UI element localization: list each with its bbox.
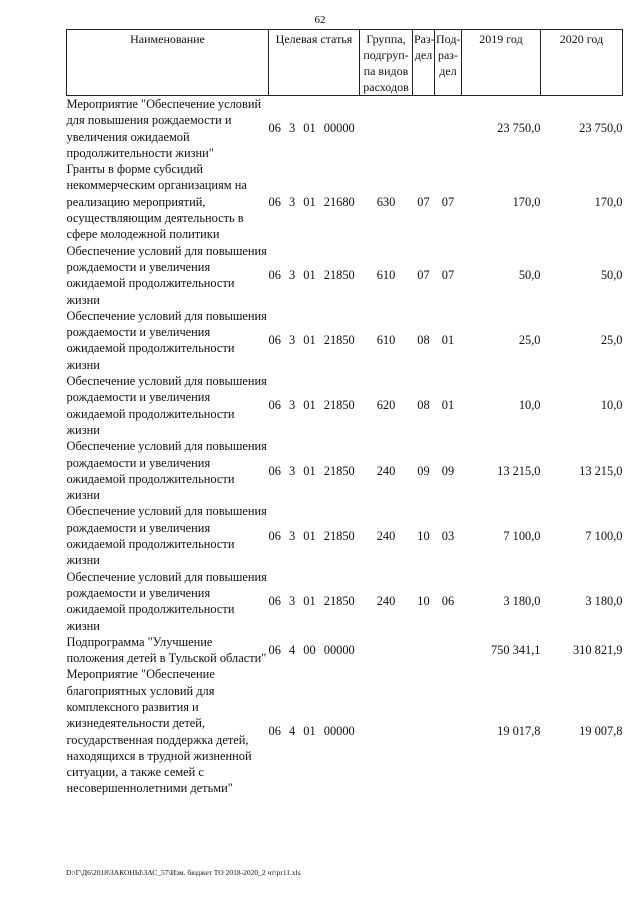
table-row xyxy=(67,666,623,796)
table-header-row xyxy=(67,30,623,96)
cell-subsection: 01 xyxy=(441,333,455,348)
cell-name: Обеспечение условий для повышения рождаемости и увеличения ожидаемой продолжительности жизни xyxy=(66,374,267,437)
cell-subsection: 09 xyxy=(441,463,455,478)
cell-target-code: 06 3 01 21850 xyxy=(268,333,355,348)
cell-2020: 10,0 xyxy=(600,398,623,413)
table-row xyxy=(67,373,623,438)
cell-group: 620 xyxy=(376,398,396,413)
cell-2020: 170,0 xyxy=(594,194,623,209)
cell-2019: 13 215,0 xyxy=(497,463,541,478)
cell-2019: 50,0 xyxy=(518,268,541,283)
cell-2020: 3 180,0 xyxy=(585,594,623,609)
cell-group: 240 xyxy=(376,463,396,478)
column-header-target: Целевая статья xyxy=(269,30,360,96)
cell-section xyxy=(413,96,435,162)
cell-group xyxy=(360,96,413,162)
table-row xyxy=(67,634,623,667)
cell-2020: 310 821,9 xyxy=(572,642,623,657)
cell-target-code: 06 3 01 21850 xyxy=(268,463,355,478)
cell-section: 08 xyxy=(417,398,430,413)
cell-2020: 7 100,0 xyxy=(585,528,623,543)
column-header-2020: 2020 год xyxy=(541,30,623,96)
cell-group: 610 xyxy=(376,268,396,283)
cell-target-code: 06 3 01 21850 xyxy=(268,594,355,609)
table-row xyxy=(67,308,623,373)
cell-subsection xyxy=(435,634,462,667)
cell-group xyxy=(360,666,413,796)
cell-section: 07 xyxy=(417,268,430,283)
cell-2019: 23 750,0 xyxy=(497,121,541,136)
cell-2019: 7 100,0 xyxy=(503,528,541,543)
cell-section xyxy=(413,666,435,796)
cell-section: 07 xyxy=(417,194,430,209)
column-header-subsection: Под-раз-дел xyxy=(435,30,462,96)
footer-file-path: D:\Г\Д6\2018\ЗАКОНЫ\ЗАС_57\Изм. бюджет ТО 2018-2020_2 чт\pr11.xls xyxy=(66,868,301,877)
cell-subsection: 01 xyxy=(441,398,455,413)
column-header-name: Наименование xyxy=(67,30,269,96)
cell-2020: 23 750,0 xyxy=(579,121,623,136)
cell-section: 10 xyxy=(417,528,430,543)
table-row xyxy=(67,243,623,308)
cell-subsection xyxy=(435,666,462,796)
cell-name: Обеспечение условий для повышения рождаемости и увеличения ожидаемой продолжительности жизни xyxy=(66,308,267,372)
column-header-2019: 2019 год xyxy=(462,30,541,96)
table-row xyxy=(67,96,623,162)
cell-2019: 170,0 xyxy=(512,194,541,209)
budget-table xyxy=(66,29,623,797)
cell-name: Обеспечение условий для повышения рождаемости и увеличения ожидаемой продолжительности жизни xyxy=(66,569,267,633)
cell-target-code: 06 3 01 21850 xyxy=(268,528,355,543)
cell-group: 630 xyxy=(376,194,396,209)
cell-section xyxy=(413,634,435,667)
cell-subsection: 07 xyxy=(441,194,455,209)
column-header-section: Раз-дел xyxy=(413,30,435,96)
cell-2019: 750 341,1 xyxy=(490,642,541,657)
cell-group: 610 xyxy=(376,333,396,348)
cell-target-code: 06 3 01 21850 xyxy=(268,398,355,413)
cell-group: 240 xyxy=(376,594,396,609)
cell-subsection xyxy=(435,96,462,162)
cell-2019: 3 180,0 xyxy=(503,594,541,609)
cell-2019: 10,0 xyxy=(518,398,541,413)
cell-2020: 13 215,0 xyxy=(579,463,623,478)
cell-name: Подпрограмма "Улучшение положения детей в Тульской области" xyxy=(66,634,267,666)
cell-2019: 25,0 xyxy=(518,333,541,348)
cell-group xyxy=(360,634,413,667)
cell-section: 09 xyxy=(417,463,430,478)
cell-target-code: 06 4 00 00000 xyxy=(268,642,355,657)
cell-subsection: 03 xyxy=(441,528,455,543)
page-number: 62 xyxy=(314,14,326,26)
table-row xyxy=(67,161,623,242)
cell-name: Мероприятие "Обеспечение благоприятных условий для комплексного развития и жизнедеятельности детей, государственная поддержка детей, находящихся в трудной жизненной ситуации, а также семей с несовершеннолетними детьми" xyxy=(66,667,252,796)
cell-subsection: 07 xyxy=(441,268,455,283)
cell-target-code: 06 3 01 21850 xyxy=(268,268,355,283)
cell-target-code: 06 3 01 00000 xyxy=(268,121,355,136)
column-header-group: Группа, подгруп-па видов расходов xyxy=(360,30,413,96)
cell-group: 240 xyxy=(376,528,396,543)
cell-name: Обеспечение условий для повышения рождаемости и увеличения ожидаемой продолжительности жизни xyxy=(66,504,267,568)
cell-2020: 25,0 xyxy=(600,333,623,348)
cell-2020: 19 007,8 xyxy=(579,724,623,739)
cell-name: Обеспечение условий для повышения рождаемости и увеличения ожидаемой продолжительности жизни xyxy=(66,243,267,307)
cell-2020: 50,0 xyxy=(600,268,623,283)
cell-name: Обеспечение условий для повышения рождаемости и увеличения ожидаемой продолжительности жизни xyxy=(66,439,267,503)
table-body xyxy=(67,96,623,797)
cell-section: 08 xyxy=(417,333,430,348)
cell-subsection: 06 xyxy=(441,594,455,609)
cell-target-code: 06 4 01 00000 xyxy=(268,724,355,739)
cell-name: Гранты в форме субсидий некоммерческим организациям на реализацию мероприятий, осуществляющим деятельность в сфере молодежной политики xyxy=(66,162,247,242)
table-row xyxy=(67,569,623,634)
cell-target-code: 06 3 01 21680 xyxy=(268,194,355,209)
table-row xyxy=(67,438,623,503)
table-row xyxy=(67,503,623,568)
cell-2019: 19 017,8 xyxy=(497,724,541,739)
cell-name: Мероприятие "Обеспечение условий для повышения рождаемости и увеличения ожидаемой продолжительности жизни" xyxy=(66,97,262,160)
cell-section: 10 xyxy=(417,594,430,609)
